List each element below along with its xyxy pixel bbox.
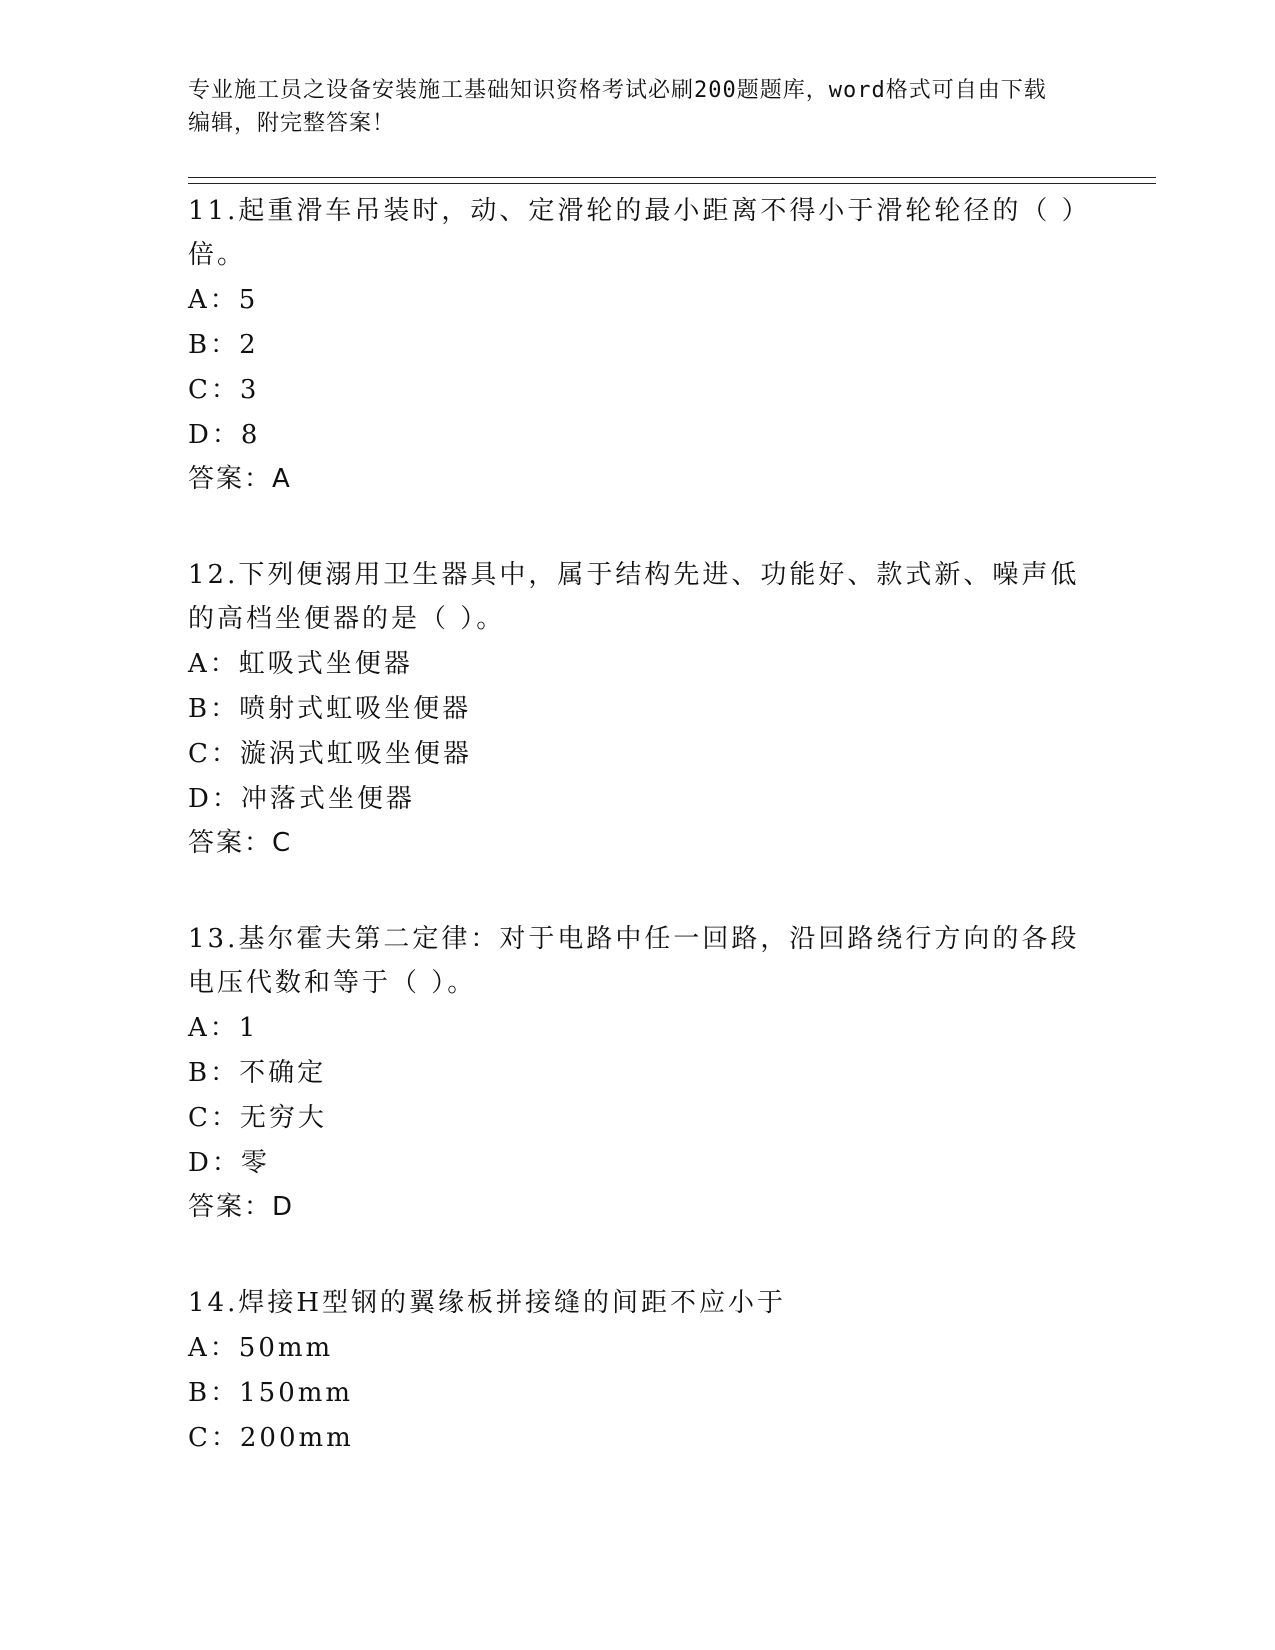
option-d: D：零 [188, 1148, 270, 1178]
answer-line: 答案：C [188, 828, 293, 858]
question-stem: 11.起重滑车吊装时，动、定滑轮的最小距离不得小于滑轮轮径的（ ）倍。 [188, 196, 1078, 270]
document-header: 专业施工员之设备安装施工基础知识资格考试必刷200题题库，word格式可自由下载编辑，附完整答案！ [188, 78, 1047, 136]
option-d: D：冲落式坐便器 [188, 784, 415, 814]
question-13 [188, 917, 1088, 1229]
option-c: C：200mm [188, 1423, 354, 1453]
option-d: D：8 [188, 420, 261, 450]
header-divider-top [188, 177, 1156, 178]
header-divider-bottom [188, 183, 1156, 184]
option-c: C：无穷大 [188, 1103, 327, 1133]
question-14 [188, 1281, 1088, 1460]
option-b: B：喷射式虹吸坐便器 [188, 694, 472, 724]
option-c: C：漩涡式虹吸坐便器 [188, 739, 472, 769]
option-a: A：50mm [188, 1333, 334, 1363]
option-a: A：1 [188, 1013, 259, 1043]
option-b: B：2 [188, 330, 259, 360]
question-stem: 12.下列便溺用卫生器具中，属于结构先进、功能好、款式新、噪声低的高档坐便器的是（ ）。 [188, 560, 1080, 634]
option-b: B：150mm [188, 1378, 354, 1408]
question-12 [188, 553, 1088, 865]
option-c: C：3 [188, 375, 260, 405]
question-stem: 13.基尔霍夫第二定律：对于电路中任一回路，沿回路绕行方向的各段电压代数和等于（ ）。 [188, 924, 1080, 998]
option-b: B：不确定 [188, 1058, 327, 1088]
question-stem: 14.焊接H型钢的翼缘板拼接缝的间距不应小于 [188, 1288, 787, 1318]
option-a: A：5 [188, 285, 259, 315]
answer-line: 答案：D [188, 1192, 295, 1222]
question-11 [188, 189, 1088, 501]
answer-line: 答案：A [188, 464, 292, 494]
option-a: A：虹吸式坐便器 [188, 649, 413, 679]
